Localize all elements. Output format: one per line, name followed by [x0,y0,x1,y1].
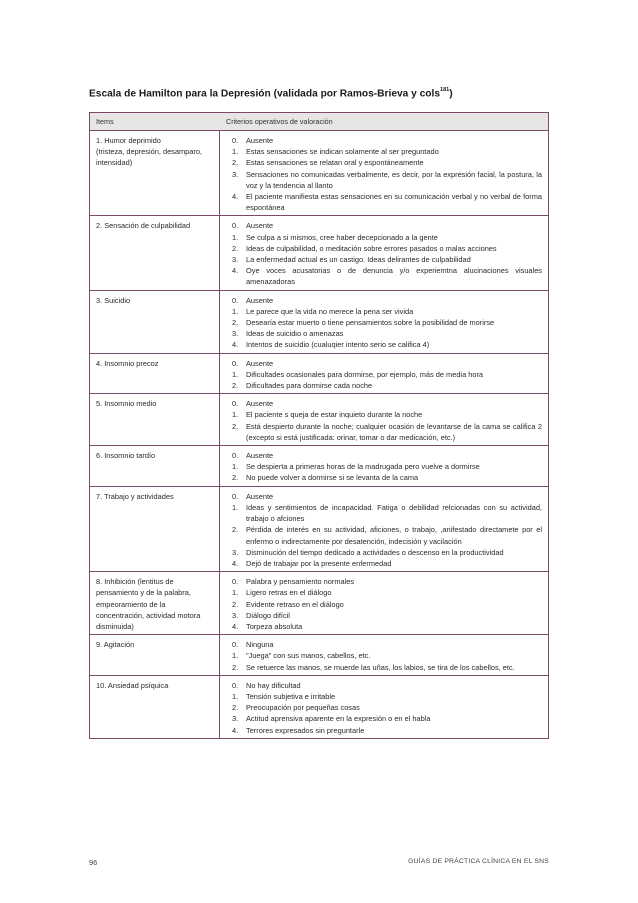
option-number: 2. [232,599,239,609]
option-number: 2. [232,525,239,535]
criteria-cell [220,635,548,675]
criteria-option [232,713,542,724]
criteria-option [232,662,542,673]
option-number: 3. [232,610,239,620]
criteria-option [232,725,542,736]
header-items: Items [96,117,114,126]
option-text: Ideas y sentimientos de incapacidad. Fatiga o debilidad relcionadas con su actividad, trabajo o afciones [246,502,542,524]
option-text: Ausente [246,399,274,409]
table-row [90,216,548,290]
option-number: 0. [232,491,239,501]
page-title [89,88,559,99]
option-number: 0. [232,295,239,305]
criteria-option [232,576,542,587]
option-text: Torpeza absoluta [246,621,303,631]
option-number: 1. [232,410,239,420]
option-number: 3. [232,714,239,724]
option-text: Ligero retras en el diálogo [246,588,332,598]
criteria-option [232,491,542,502]
criteria-option [232,232,542,243]
title-reference: 181 [440,87,450,93]
option-number: 0. [232,221,239,231]
table-row [90,572,548,635]
criteria-option [232,461,542,472]
criteria-option [232,295,542,306]
title-text: Escala de Hamilton para la Depresión (validada por Ramos-Brieva y cols [89,88,441,100]
criteria-option [232,621,542,632]
option-text: Dificultades para dormirse cada noche [246,381,373,391]
option-number: 1. [232,502,239,512]
option-number: 3. [232,169,239,179]
criteria-option [232,328,542,339]
criteria-cell [220,394,548,445]
option-text: La enfermedad actual es un castigo. Ideas delirantes de culpabilidad [246,255,471,265]
option-text: Sensaciones no comunicadas verbalmente, es decir, por la expresión facial, la postura, la voz y la tendencia al llanto [246,169,542,190]
option-number: 0. [232,640,239,650]
option-number: 0. [232,399,239,409]
running-title: GUÍAS DE PRÁCTICA CLÍNICA EN EL SNS [408,858,549,865]
option-number: 2. [232,703,239,713]
option-text: Oye voces acusatorias o de denuncia y/o experiemtna alucinaciones visuales amenazadoras [246,266,542,287]
option-number: 1. [232,369,239,379]
option-text: Actitud aprensiva aparente en la expresión o en el habla [246,714,431,724]
option-text: Ausente [246,491,274,501]
criteria-option [232,220,542,231]
item-cell: 9. Agitación [90,635,220,675]
table-row [90,394,548,446]
criteria-cell [220,354,548,394]
item-cell: 3. Suicidio [90,291,220,353]
option-number: 2. [232,243,239,253]
criteria-option [232,502,542,524]
criteria-option [232,254,542,265]
criteria-option [232,358,542,369]
option-number: 1. [232,691,239,701]
option-text: Ideas de suicidio o amenazas [246,329,344,339]
option-text: Le parece que la vida no merece la pena ser vivida [246,306,414,316]
option-number: 0. [232,451,239,461]
option-number: 1. [232,147,239,157]
criteria-option [232,409,542,420]
option-number: 2. [232,421,239,431]
option-number: 0. [232,577,239,587]
item-cell: 5. Insomnio medio [90,394,220,445]
criteria-cell [220,487,548,571]
criteria-option [232,398,542,409]
option-number: 1. [232,462,239,472]
option-number: 1. [232,588,239,598]
criteria-option [232,691,542,702]
criteria-option [232,135,542,146]
hamilton-scale-table [89,112,549,739]
criteria-option [232,421,542,443]
criteria-option [232,369,542,380]
table-header [90,113,548,131]
option-number: 0. [232,680,239,690]
option-text: Ausente [246,358,274,368]
option-text: Disminución del tiempo dedicado a actividades o descenso en la productividad [246,547,504,557]
option-text: Ninguna [246,640,274,650]
criteria-option [232,472,542,483]
criteria-option [232,380,542,391]
header-criteria: Criterios operativos de valoración [226,117,333,126]
criteria-option [232,702,542,713]
option-number: 4. [232,340,239,350]
criteria-option [232,339,542,350]
criteria-option [232,587,542,598]
option-number: 4. [232,266,239,276]
title-close: ) [449,88,453,100]
criteria-option [232,157,542,168]
option-text: Estas sensaciones se indican solamente al ser preguntado [246,147,439,157]
option-text: Estas sensaciones se relatan oral y espontáneamente [246,158,424,168]
table-row [90,291,548,354]
option-number: 0. [232,358,239,368]
option-text: Se culpa a si mismos, cree haber decepcionado a la gente [246,232,438,242]
option-number: 4. [232,621,239,631]
criteria-cell [220,291,548,353]
table-body [90,131,548,738]
criteria-option [232,191,542,213]
option-number: 1. [232,306,239,316]
criteria-cell [220,676,548,738]
option-text: Pérdida de interés en su actividad, aficiones, o trabajo, ,anifestado directamete por el enfermo o indirectamente por desatención, indecisión y vacilación [246,525,542,546]
criteria-cell [220,131,548,215]
page-number: 96 [89,858,98,867]
item-cell: 10. Ansiedad psíquica [90,676,220,738]
option-text: Dificultades ocasionales para dormirse, por ejemplo, más de media hora [246,369,484,379]
option-number: 2. [232,158,239,168]
criteria-option [232,524,542,546]
option-number: 1. [232,651,239,661]
option-text: Intentos de suicidio (cualuqier intento serio se califica 4) [246,340,430,350]
criteria-option [232,558,542,569]
option-text: Se despierta a primeras horas de la madrugada pero vuelve a dormirse [246,462,480,472]
item-cell: 6. Insomnio tardío [90,446,220,486]
option-text: Diálogo difícil [246,610,290,620]
table-row [90,354,548,395]
option-number: 2. [232,318,239,328]
criteria-option [232,680,542,691]
option-text: Ausente [246,295,274,305]
criteria-option [232,650,542,661]
option-number: 0. [232,136,239,145]
option-number: 4. [232,558,239,568]
option-text: Ausente [246,136,274,145]
option-text: Ausente [246,451,274,461]
criteria-option [232,639,542,650]
option-text: Evidente retraso en el diálogo [246,599,344,609]
table-row [90,487,548,572]
option-text: Ausente [246,221,274,231]
option-text: Terrores expresados sin preguntarle [246,725,365,735]
option-number: 3. [232,547,239,557]
table-row [90,446,548,487]
criteria-option [232,265,542,287]
option-number: 3. [232,255,239,265]
criteria-option [232,317,542,328]
criteria-cell [220,572,548,634]
table-row [90,676,548,738]
option-number: 2. [232,381,239,391]
item-cell: 4. Insomnio precoz [90,354,220,394]
option-text: No hay dificultad [246,680,301,690]
item-cell: 2. Sensación de culpabilidad [90,216,220,289]
criteria-option [232,306,542,317]
criteria-cell [220,216,548,289]
option-text: Está despierto durante la noche; cualquier ocasión de levantarse de la cama se califica 2 (excepto si está justificada: orinar, tomar o dar medicación, etc.) [246,421,542,442]
option-number: 4. [232,192,239,202]
option-number: 4. [232,725,239,735]
option-text: Preocupación por pequeñas cosas [246,703,360,713]
option-text: Dejó de trabajar por la presente enfermedad [246,558,392,568]
item-cell: 7. Trabajo y actividades [90,487,220,571]
criteria-cell [220,446,548,486]
criteria-option [232,243,542,254]
option-text: "Juega" con sus manos, cabellos, etc. [246,651,371,661]
option-text: Palabra y pensamiento normales [246,577,355,587]
option-text: Tensión subjetiva e irritable [246,691,336,701]
item-cell: 8. Inhibición (lentitus de pensamiento y de la palabra, empeoramiento de la concentración, actividad motora disminuida) [90,572,220,634]
option-text: El paciente s queja de estar inquieto durante la noche [246,410,423,420]
criteria-option [232,146,542,157]
option-text: El paciente manifiesta estas sensaciones en su comunicación verbal y no verbal de forma espontánea [246,192,542,213]
table-row [90,635,548,676]
criteria-option [232,450,542,461]
option-text: Ideas de culpabilidad, o meditación sobre errores pasados o malas acciones [246,243,497,253]
criteria-option [232,610,542,621]
option-text: No puede volver a dormirse si se levanta de la cama [246,473,419,483]
option-number: 3. [232,329,239,339]
criteria-option [232,547,542,558]
option-text: Se retuerce las manos, se muerde las uñas, los labios, se tira de los cabellos, etc. [246,662,515,672]
criteria-option [232,599,542,610]
option-number: 1. [232,232,239,242]
table-row [90,131,548,216]
option-number: 2. [232,662,239,672]
criteria-option [232,169,542,191]
item-cell: 1. Humor deprimido (tristeza, depresión, desamparo, intensidad) [90,131,220,215]
option-text: Desearía estar muerto o tiene pensamientos sobre la posibilidad de morirse [246,318,495,328]
option-number: 2. [232,473,239,483]
